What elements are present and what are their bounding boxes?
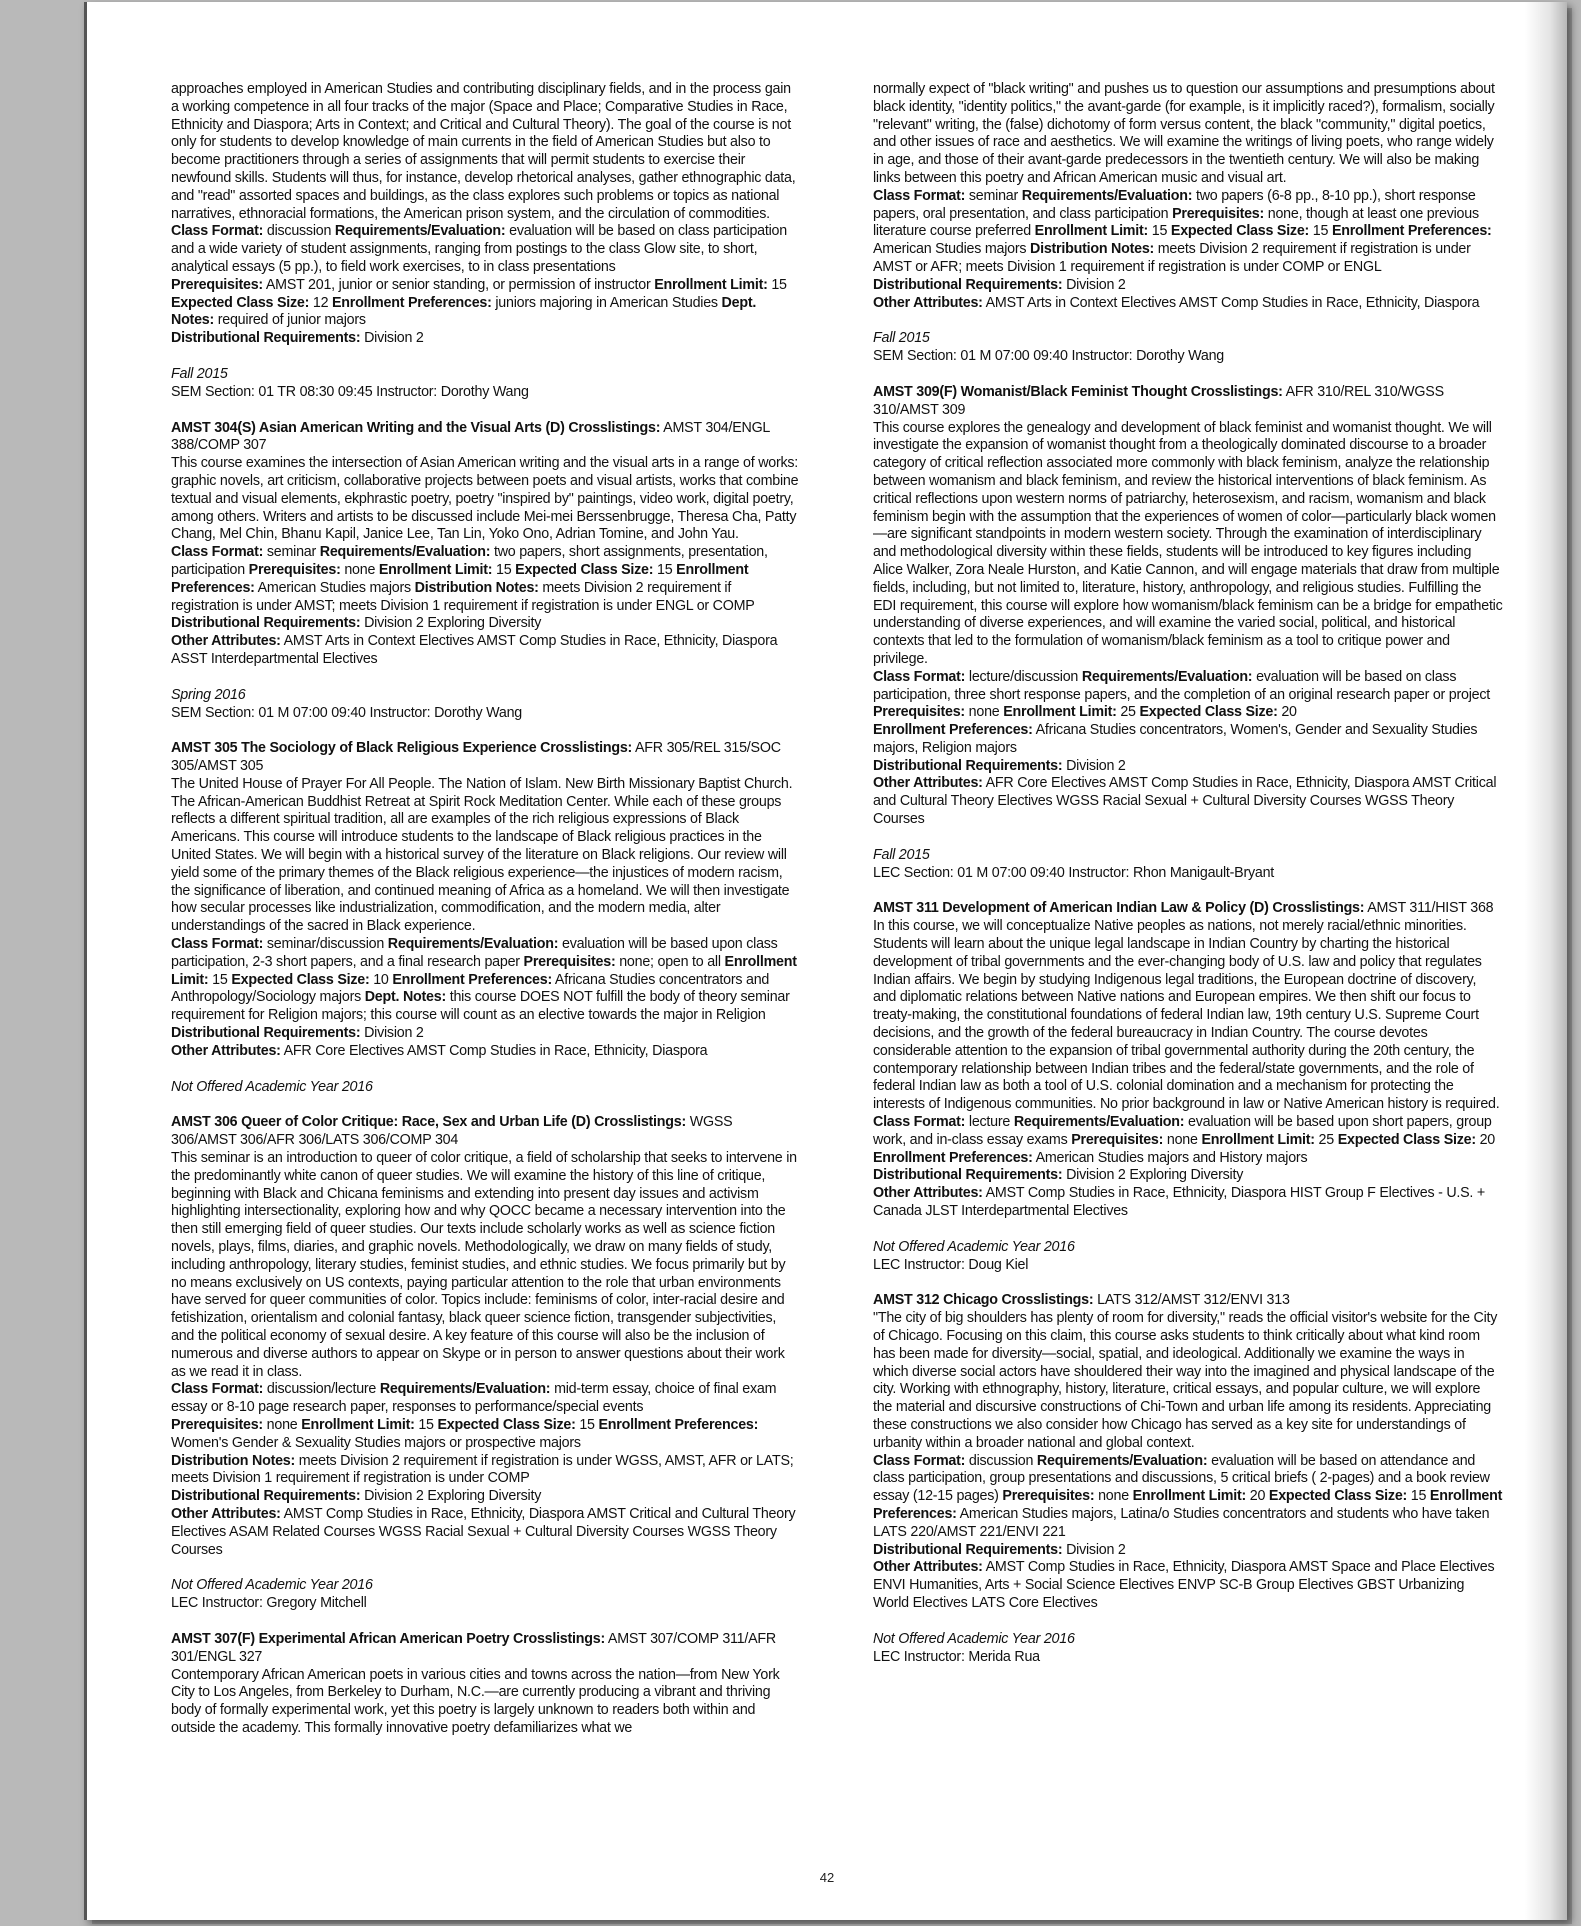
term-label: Fall 2015 xyxy=(171,364,228,382)
course-description-304: This course examines the intersection of Asian American writing and the visual arts in a range of works: graphic novels, art criticism, collaborative projects between poets and visual artists, works that combine textual and visual elements, ekphrastic poetry, poetry "inspired by" paintings, video work, digital poetry, among others. Writers and artists to be discussed include Mei-mei Berssenbrugge, Theresa Cha, Patty Chang, Mel Chin, Bhanu Kapil, Janice Lee, Tan Lin, Yoko Ono, Adrian Tomine, and John Yau. xyxy=(171,454,799,543)
term-label: Not Offered Academic Year 2016 xyxy=(873,1237,1075,1255)
attributes-305: Other Attributes: AFR Core Electives AMST Comp Studies in Race, Ethnicity, Diaspora xyxy=(171,1041,708,1059)
course-heading-309: AMST 309(F) Womanist/Black Feminist Thought Crosslistings: AFR 310/REL 310/WGSS 310/AMST 309 xyxy=(873,382,1444,418)
section-info: LEC Instructor: Gregory Mitchell xyxy=(171,1594,367,1612)
section-info: SEM Section: 01 M 07:00 09:40 Instructor: Dorothy Wang xyxy=(873,347,1225,365)
term-label: Spring 2016 xyxy=(171,685,246,703)
attributes-307: Other Attributes: AMST Arts in Context Electives AMST Comp Studies in Race, Ethnicity, Diaspora xyxy=(873,293,1480,311)
course-description-306: This seminar is an introduction to queer of color critique, a field of scholarship that seeks to intervene in the predominantly white canon of queer studies. We will examine the history of this line of critique, beginning with Black and Chicana feminisms and extending into present day issues and activism highlighting intersectionality, exploring how and why QOCC became a necessary intervention into the then still emerging field of queer studies. Our texts include scholarly works as well as science fiction novels, plays, films, diaries, and graphic novels. Methodologically, we draw on many fields of study, including anthropology, literary studies, feminist studies, and ethnic studies. We focus primarily but by no means exclusively on US contexts, paying particular attention to the role that urban environments have served for queer communities of color. Topics include: feminisms of color, inter-racial desire and fetishization, orientalism and colonial fantasy, black queer science fiction, transgender subjectivities, and the political economy of sexual desire. A key feature of this course will also be the inclusion of numerous and diverse authors to appear on Skype or in person to answer questions about their work as we read it in class. xyxy=(171,1149,797,1380)
term-label: Fall 2015 xyxy=(873,845,930,863)
course-description-307-cont: normally expect of "black writing" and pushes us to question our assumptions and presumptions about black identity, "identity politics," the avant-garde (for example, is it implicitly raced?), formalism, socially "relevant" writing, the (false) dichotomy of form versus content, the black "community," digital poetics, and other issues of race and aesthetics. We will examine the writings of living poets, who range widely in age, and those of their avant-garde predecessors in the twentieth century. We will also be making links between this poetry and African American music and visual art. xyxy=(873,80,1495,186)
section-info: SEM Section: 01 TR 08:30 09:45 Instructor: Dorothy Wang xyxy=(171,382,529,400)
section-info: LEC Section: 01 M 07:00 09:40 Instructor: Rhon Manigault-Bryant xyxy=(873,863,1275,881)
course-description-312: "The city of big shoulders has plenty of room for diversity," reads the official visitor's website for the City of Chicago. Focusing on this claim, this course asks students to think critically about what kind room has been made for diversity—social, spatial, and ideological. Additionally we examine the ways in which diverse social actors have shouldered their way into the imagined and physical landscape of the city. Working with ethnography, history, literature, critical essays, and popular culture, we will explore the material and discursive constructions of Chi-Town and urban life among its residents. Appreciating these constructions we also consider how Chicago has served as a key site for understandings of urbanity within a broader national and global context. xyxy=(873,1309,1498,1451)
course-details-309: Class Format: lecture/discussion Requirements/Evaluation: evaluation will be based on class participation, three short response papers, and the completion of an original research paper or project Prerequisites: none Enrollment Limit: 25 Expected Class Size: 20 xyxy=(873,667,1491,721)
term-label: Not Offered Academic Year 2016 xyxy=(873,1629,1075,1647)
distrib-307: Distributional Requirements: Division 2 xyxy=(873,275,1126,293)
course-description-309: This course explores the genealogy and development of black feminist and womanist thought. We will investigate the expansion of womanist thought from a theologically dominated discourse to a broader category of critical reflection associated more commonly with black feminism, analyze the relationship between womanism and black feminism, and review the historical interventions of black feminism. As critical reflections upon western norms of patriarchy, heterosexism, and racism, womanism and black feminism begin with the assumption that the experiences of women of color—particularly black women—are significant standpoints in modern western society. Through the examination of interdisciplinary and methodological diversity within these fields, students will be introduced to key figures including Alice Walker, Zora Neale Hurston, and Katie Cannon, and will engage materials that draw from multiple fields, including, but not limited to, literature, history, anthropology, and religious studies. Fulfilling the EDI requirement, this course will explore how womanism/black feminism can be a bridge for empathetic understanding of diverse experiences, and will examine the varied social, political, and historical contexts that led to the formulation of womanism/black feminism as a tool to critique power and privilege. xyxy=(873,418,1503,667)
intro-details: Class Format: discussion Requirements/Evaluation: evaluation will be based on class participation and a wide variety of student assignments, ranging from postings to the class Glow site, to short, analytical essays (5 pp.), to field work exercises, to in class presentations xyxy=(171,222,787,275)
attributes-304: Other Attributes: AMST Arts in Context Electives AMST Comp Studies in Race, Ethnicity, Diaspora ASST Interdepartmental Electives xyxy=(171,632,778,667)
term-label: Fall 2015 xyxy=(873,329,930,347)
course-details-304: Class Format: seminar Requirements/Evaluation: two papers, short assignments, presentation, participation Prerequisites: none Enrollment Limit: 15 Expected Class Size: 15 Enrollment Preferences: American Studies majors Distribution Notes: meets Division 2 requirement if registration is under AMST; meets Division 1 requirement if registration is under ENGL or COMP xyxy=(171,543,768,614)
section-info: SEM Section: 01 M 07:00 09:40 Instructor: Dorothy Wang xyxy=(171,703,523,721)
distrib-309: Distributional Requirements: Division 2 xyxy=(873,756,1126,774)
section-info: LEC Instructor: Doug Kiel xyxy=(873,1255,1029,1273)
course-description-307: Contemporary African American poets in various cities and towns across the nation—from New York City to Los Angeles, from Berkeley to Durham, N.C.—are currently producing a vibrant and thriving body of formally experimental work, yet this poetry is largely unknown to readers both within and outside the academy. This formally innovative poetry defamiliarizes what we xyxy=(171,1665,780,1736)
intro-prereq: Prerequisites: AMST 201, junior or senior standing, or permission of instructor Enrollment Limit: 15 Expected Class Size: 12 Enrollment Preferences: juniors majoring in American Studies Dept. Notes: required of junior majors xyxy=(171,275,787,329)
section-info: LEC Instructor: Merida Rua xyxy=(873,1647,1040,1665)
course-details-306: Class Format: discussion/lecture Requirements/Evaluation: mid-term essay, choice of final exam essay or 8-10 page research paper, responses to performance/special events xyxy=(171,1380,777,1416)
intro-description: approaches employed in American Studies and contributing disciplinary fields, and in the process gain a working competence in all four tracks of the major (Space and Place; Comparative Studies in Race, Ethnicity and Diaspora; Arts in Context; and Critical and Cultural Theory). The goal of the course is not only for students to develop knowledge of main currents in the field of American Studies but also to become practitioners through a series of assignments that will permit students to exercise their newfound skills. Students will thus, for instance, develop rhetorical analyses, gather ethnographic data, and "read" assorted spaces and buildings, as the class explores such problems or topics as national narratives, ethnoracial formations, the American prison system, and the circulation of commodities. xyxy=(171,80,796,222)
prefs-309: Enrollment Preferences: Africana Studies concentrators, Women's, Gender and Sexuality Studies majors, Religion majors xyxy=(873,721,1478,756)
distrib-312: Distributional Requirements: Division 2 xyxy=(873,1540,1126,1558)
course-heading-312: AMST 312 Chicago Crosslistings: LATS 312/AMST 312/ENVI 313 xyxy=(873,1291,1290,1309)
term-label: Not Offered Academic Year 2016 xyxy=(171,1077,373,1095)
course-heading-306: AMST 306 Queer of Color Critique: Race, Sex and Urban Life (D) Crosslistings: WGSS 306/AMST 306/AFR 306/LATS 306/COMP 304 xyxy=(171,1113,733,1149)
intro-distrib: Distributional Requirements: Division 2 xyxy=(171,329,424,347)
attributes-312: Other Attributes: AMST Comp Studies in Race, Ethnicity, Diaspora AMST Space and Place Electives ENVI Humanities, Arts + Social Science Electives ENVP SC-B Group Electives GBST Urbanizing World Electives LATS Core Electives xyxy=(873,1558,1495,1611)
course-heading-305: AMST 305 The Sociology of Black Religious Experience Crosslistings: AFR 305/REL 315/SOC 305/AMST 305 xyxy=(171,739,781,775)
distrib-311: Distributional Requirements: Division 2 Exploring Diversity xyxy=(873,1166,1244,1184)
distnotes-306: Distribution Notes: meets Division 2 requirement if registration is under WGSS, AMST, AFR or LATS; meets Division 1 requirement if registration is under COMP xyxy=(171,1451,794,1487)
course-details-311: Class Format: lecture Requirements/Evaluation: evaluation will be based upon short papers, group work, and in-class essay exams Prerequisites: none Enrollment Limit: 25 Expected Class Size: 20 Enrollment Preferences: American Studies majors and History majors xyxy=(873,1113,1496,1166)
course-description-305: The United House of Prayer For All People. The Nation of Islam. New Birth Missionary Baptist Church. The African-American Buddhist Retreat at Spirit Rock Meditation Center. While each of these groups reflects a different spiritual tradition, all are examples of the rich religious expressions of Black Americans. This course will introduce students to the landscape of Black religious practices in the United States. We will begin with a historical survey of the literature on Black religions. Our review will yield some of the primary themes of the Black religious experience—the injustices of modern racism, the significance of liberation, and continued meaning of Africa as a homeland. We will then investigate how secular processes like industrialization, commodification, and the modern media, alter understandings of the sacred in Black experience. xyxy=(171,774,793,935)
prereq-306: Prerequisites: none Enrollment Limit: 15 Expected Class Size: 15 Enrollment Preferences: Women's Gender & Sexuality Studies majors or prospective majors xyxy=(171,1415,759,1451)
page-curl xyxy=(1525,2,1567,1920)
term-label: Not Offered Academic Year 2016 xyxy=(171,1576,373,1594)
course-details-305: Class Format: seminar/discussion Requirements/Evaluation: evaluation will be based upon class participation, 2-3 short papers, and a final research paper Prerequisites: none; open to all Enrollment Limit: 15 Expected Class Size: 10 Enrollment Preferences: Africana Studies concentrators and Anthropology/Sociology majors Dept. Notes: this course DOES NOT fulfill the body of theory seminar requirement for Religion majors; this course will count as an elective towards the major in Religion xyxy=(171,935,797,1024)
course-heading-307: AMST 307(F) Experimental African American Poetry Crosslistings: AMST 307/COMP 311/AFR 301/ENGL 327 xyxy=(171,1629,776,1665)
course-heading-311: AMST 311 Development of American Indian Law & Policy (D) Crosslistings: AMST 311/HIST 368 xyxy=(873,899,1494,917)
course-details-307: Class Format: seminar Requirements/Evaluation: two papers (6-8 pp., 8-10 pp.), short response papers, oral presentation, and class participation Prerequisites: none, though at least one previous literature course preferred Enrollment Limit: 15 Expected Class Size: 15 Enrollment Preferences: American Studies majors Distribution Notes: meets Division 2 requirement if registration is under AMST or AFR; meets Division 1 requirement if registration is under COMP or ENGL xyxy=(873,186,1492,275)
course-details-312: Class Format: discussion Requirements/Evaluation: evaluation will be based on attendance and class participation, group presentations and discussions, 5 critical briefs ( 2-pages) and a book review essay (12-15 pages) Prerequisites: none Enrollment Limit: 20 Expected Class Size: 15 Enrollment Preferences: American Studies majors, Latina/o Studies concentrators and students who have taken LATS 220/AMST 221/ENVI 221 xyxy=(873,1451,1503,1540)
course-heading-304: AMST 304(S) Asian American Writing and the Visual Arts (D) Crosslistings: AMST 304/ENGL 388/COMP 307 xyxy=(171,418,770,454)
right-column xyxy=(873,80,1503,1665)
attributes-306: Other Attributes: AMST Comp Studies in Race, Ethnicity, Diaspora AMST Critical and Cultural Theory Electives ASAM Related Courses WGSS Racial Sexual + Cultural Diversity Courses WGSS Theory Courses xyxy=(171,1504,796,1558)
document-page xyxy=(84,2,1567,1920)
attributes-309: Other Attributes: AFR Core Electives AMST Comp Studies in Race, Ethnicity, Diaspora AMST Critical and Cultural Theory Electives WGSS Racial Sexual + Cultural Diversity Courses WGSS Theory Courses xyxy=(873,774,1497,828)
distrib-305: Distributional Requirements: Division 2 xyxy=(171,1024,424,1042)
distrib-304: Distributional Requirements: Division 2 Exploring Diversity xyxy=(171,614,542,632)
distrib-306: Distributional Requirements: Division 2 Exploring Diversity xyxy=(171,1487,542,1505)
page-number: 42 xyxy=(819,1870,835,1885)
course-description-311: In this course, we will conceptualize Native peoples as nations, not merely racial/ethnic minorities. Students will learn about the unique legal landscape in Indian Country by charting the historical development of tribal governments and the ever-changing body of U.S. law and policy that regulates Indian affairs. We begin by studying Indigenous legal traditions, the European doctrine of discovery, and diplomatic relations between Native nations and European empires. We then shift our focus to treaty-making, the constitutional foundations of federal Indian law, 19th century U.S. Supreme Court decisions, and the growth of the federal bureaucracy in Indian Country. The course devotes considerable attention to the expansion of tribal governmental authority during the 20th century, the contemporary relationship between Indian tribes and the federal/state governments, and the role of federal Indian law as both a tool of U.S. colonial domination and a mechanism for protecting the interests of Indigenous communities. No prior background in law or Native American history is required. xyxy=(873,917,1500,1113)
left-column xyxy=(171,80,801,1737)
attributes-311: Other Attributes: AMST Comp Studies in Race, Ethnicity, Diaspora HIST Group F Electives - U.S. + Canada JLST Interdepartmental Electives xyxy=(873,1184,1486,1220)
